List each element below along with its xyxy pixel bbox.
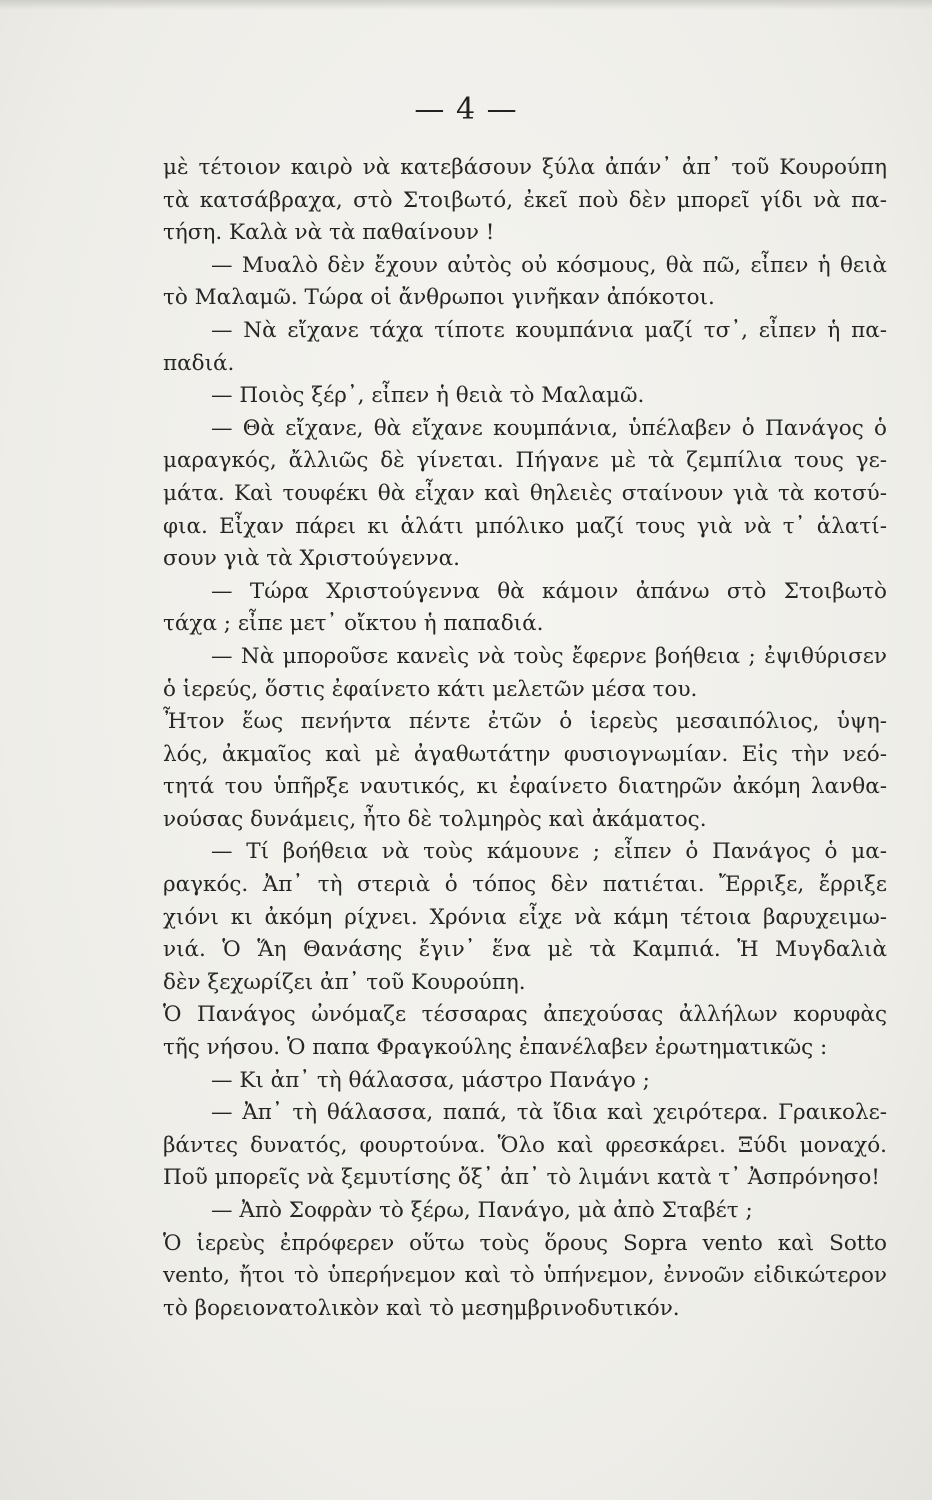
text-line: δὲν ξεχωρίζει ἀπ᾿ τοῦ Κουρούπη. (163, 969, 526, 995)
text-line: τητά του ὑπῆρξε ναυτικός, κι ἐφαίνετο διατηρῶν ἀκόμη λανθα- (163, 774, 887, 800)
text-line: τὸ βορειονατολικὸν καὶ τὸ μεσημβρινοδυτικόν. (163, 1295, 680, 1321)
text-line: — Νὰ εἴχανε τάχα τίποτε κουμπάνια μαζί τσ᾿, εἶπεν ἡ πα- (211, 317, 887, 343)
text-line: τῆς νήσου. Ὁ παπα Φραγκούλης ἐπανέλαβεν ἐρωτηματικῶς : (163, 1035, 828, 1061)
text-line: νιά. Ὁ Ἅη Θανάσης ἔγιν᾿ ἕνα μὲ τὰ Καμπιά. Ἡ Μυγδαλιὰ (163, 937, 887, 963)
text-line: νούσας δυνάμεις, ἦτο δὲ τολμηρὸς καὶ ἀκάματος. (163, 806, 707, 832)
text-line: λός, ἀκμαῖος καὶ μὲ ἀγαθωτάτην φυσιογνωμίαν. Εἰς τὴν νεό- (163, 741, 887, 767)
text-line: Ποῦ μπορεῖς νὰ ξεμυτίσης ὄξ᾿ ἀπ᾿ τὸ λιμάνι κατὰ τ᾿ Ἀσπρόνησο! (163, 1165, 880, 1191)
text-line: — Ἀπὸ Σοφρὰν τὸ ξέρω, Πανάγο, μὰ ἀπὸ Σταβέτ ; (211, 1198, 753, 1223)
text-line: — Ἀπ᾿ τὴ θάλασσα, παπά, τὰ ἴδια καὶ χειρότερα. Γραικολε- (211, 1100, 887, 1126)
text-line: Ὁ Πανάγος ὠνόμαζε τέσσαρας ἀπεχούσας ἀλλήλων κορυφὰς (163, 1002, 887, 1028)
text-line: βάντες δυνατός, φουρτούνα. Ὅλο καὶ φρεσκάρει. Ξύδι μοναχό. (163, 1132, 887, 1158)
text-line: παδιά. (163, 350, 235, 376)
text-line: — Κι ἀπ᾿ τὴ θάλασσα, μάστρο Πανάγο ; (211, 1067, 650, 1093)
text-line: — Νὰ μποροῦσε κανεὶς νὰ τοὺς ἔφερνε βοήθεια ; ἐψιθύρισεν (211, 643, 887, 669)
text-line: — Ποιὸς ξέρ᾿, εἶπεν ἡ θειὰ τὸ Μαλαμῶ. (211, 383, 645, 409)
text-line: τήση. Καλὰ νὰ τὰ παθαίνουν ! (163, 220, 495, 246)
text-line: σουν γιὰ τὰ Χριστούγεννα. (163, 546, 460, 572)
text-line: χιόνι κι ἀκόμη ρίχνει. Χρόνια εἶχε νὰ κάμη τέτοια βαρυχειμω- (163, 904, 887, 930)
text-line: — Τώρα Χριστούγεννα θὰ κάμοιν ἀπάνω στὸ Στοιβωτὸ (211, 578, 887, 604)
text-line: vento, ἤτοι τὸ ὑπερήνεμον καὶ τὸ ὑπήνεμον, ἐννοῶν εἰδικώτερον (163, 1263, 887, 1289)
text-line: Ὁ ἱερεὺς ἐπρόφερεν οὕτω τοὺς ὅρους Sopra vento καὶ Sotto (163, 1230, 887, 1256)
text-line: φια. Εἶχαν πάρει κι ἁλάτι μπόλικο μαζί τους γιὰ νὰ τ᾿ ἁλατί- (163, 513, 887, 539)
text-line: — Τί βοήθεια νὰ τοὺς κάμουνε ; εἶπεν ὁ Πανάγος ὁ μα- (211, 839, 887, 865)
text-line: Ἦτον ἕως πενήντα πέντε ἐτῶν ὁ ἱερεὺς μεσαιπόλιος, ὑψη- (163, 709, 887, 735)
text-line: μὲ τέτοιον καιρὸ νὰ κατεβάσουν ξύλα ἀπάν᾿ ἀπ᾿ τοῦ Κουρούπη (163, 155, 887, 180)
text-line: τάχα ; εἶπε μετ᾿ οἴκτου ἡ παπαδιά. (163, 611, 544, 637)
text-line: ὁ ἱερεύς, ὅστις ἐφαίνετο κάτι μελετῶν μέσα του. (163, 676, 698, 702)
page-edge-shadow (0, 0, 932, 10)
text-line: μάτα. Καὶ τουφέκι θὰ εἶχαν καὶ θηλειὲς σταίνουν γιὰ τὰ κοτσύ- (163, 480, 887, 506)
text-line: μαραγκός, ἄλλιῶς δὲ γίνεται. Πήγανε μὲ τὰ ζεμπίλια τους γε- (163, 448, 887, 474)
text-block (163, 152, 887, 1325)
text-line: τὸ Μαλαμῶ. Τώρα οἱ ἄνθρωποι γινῆκαν ἀπόκοτοι. (163, 285, 715, 311)
text-line: — Θὰ εἴχανε, θὰ εἴχανε κουμπάνια, ὑπέλαβεν ὁ Πανάγος ὁ (211, 415, 887, 441)
text-line: τὰ κατσάβραχα, στὸ Στοιβωτό, ἐκεῖ ποὺ δὲν μπορεῖ γίδι νὰ πα- (163, 187, 887, 213)
text-line: ραγκός. Ἀπ᾿ τὴ στεριὰ ὁ τόπος δὲν πατιέται. Ἔρριξε, ἔρριξε (163, 872, 887, 898)
page-number: — 4 — (414, 92, 518, 127)
text-line: — Μυαλὸ δὲν ἔχουν αὐτὸς οὐ κόσμους, θὰ πῶ, εἶπεν ἡ θειὰ (211, 252, 887, 278)
